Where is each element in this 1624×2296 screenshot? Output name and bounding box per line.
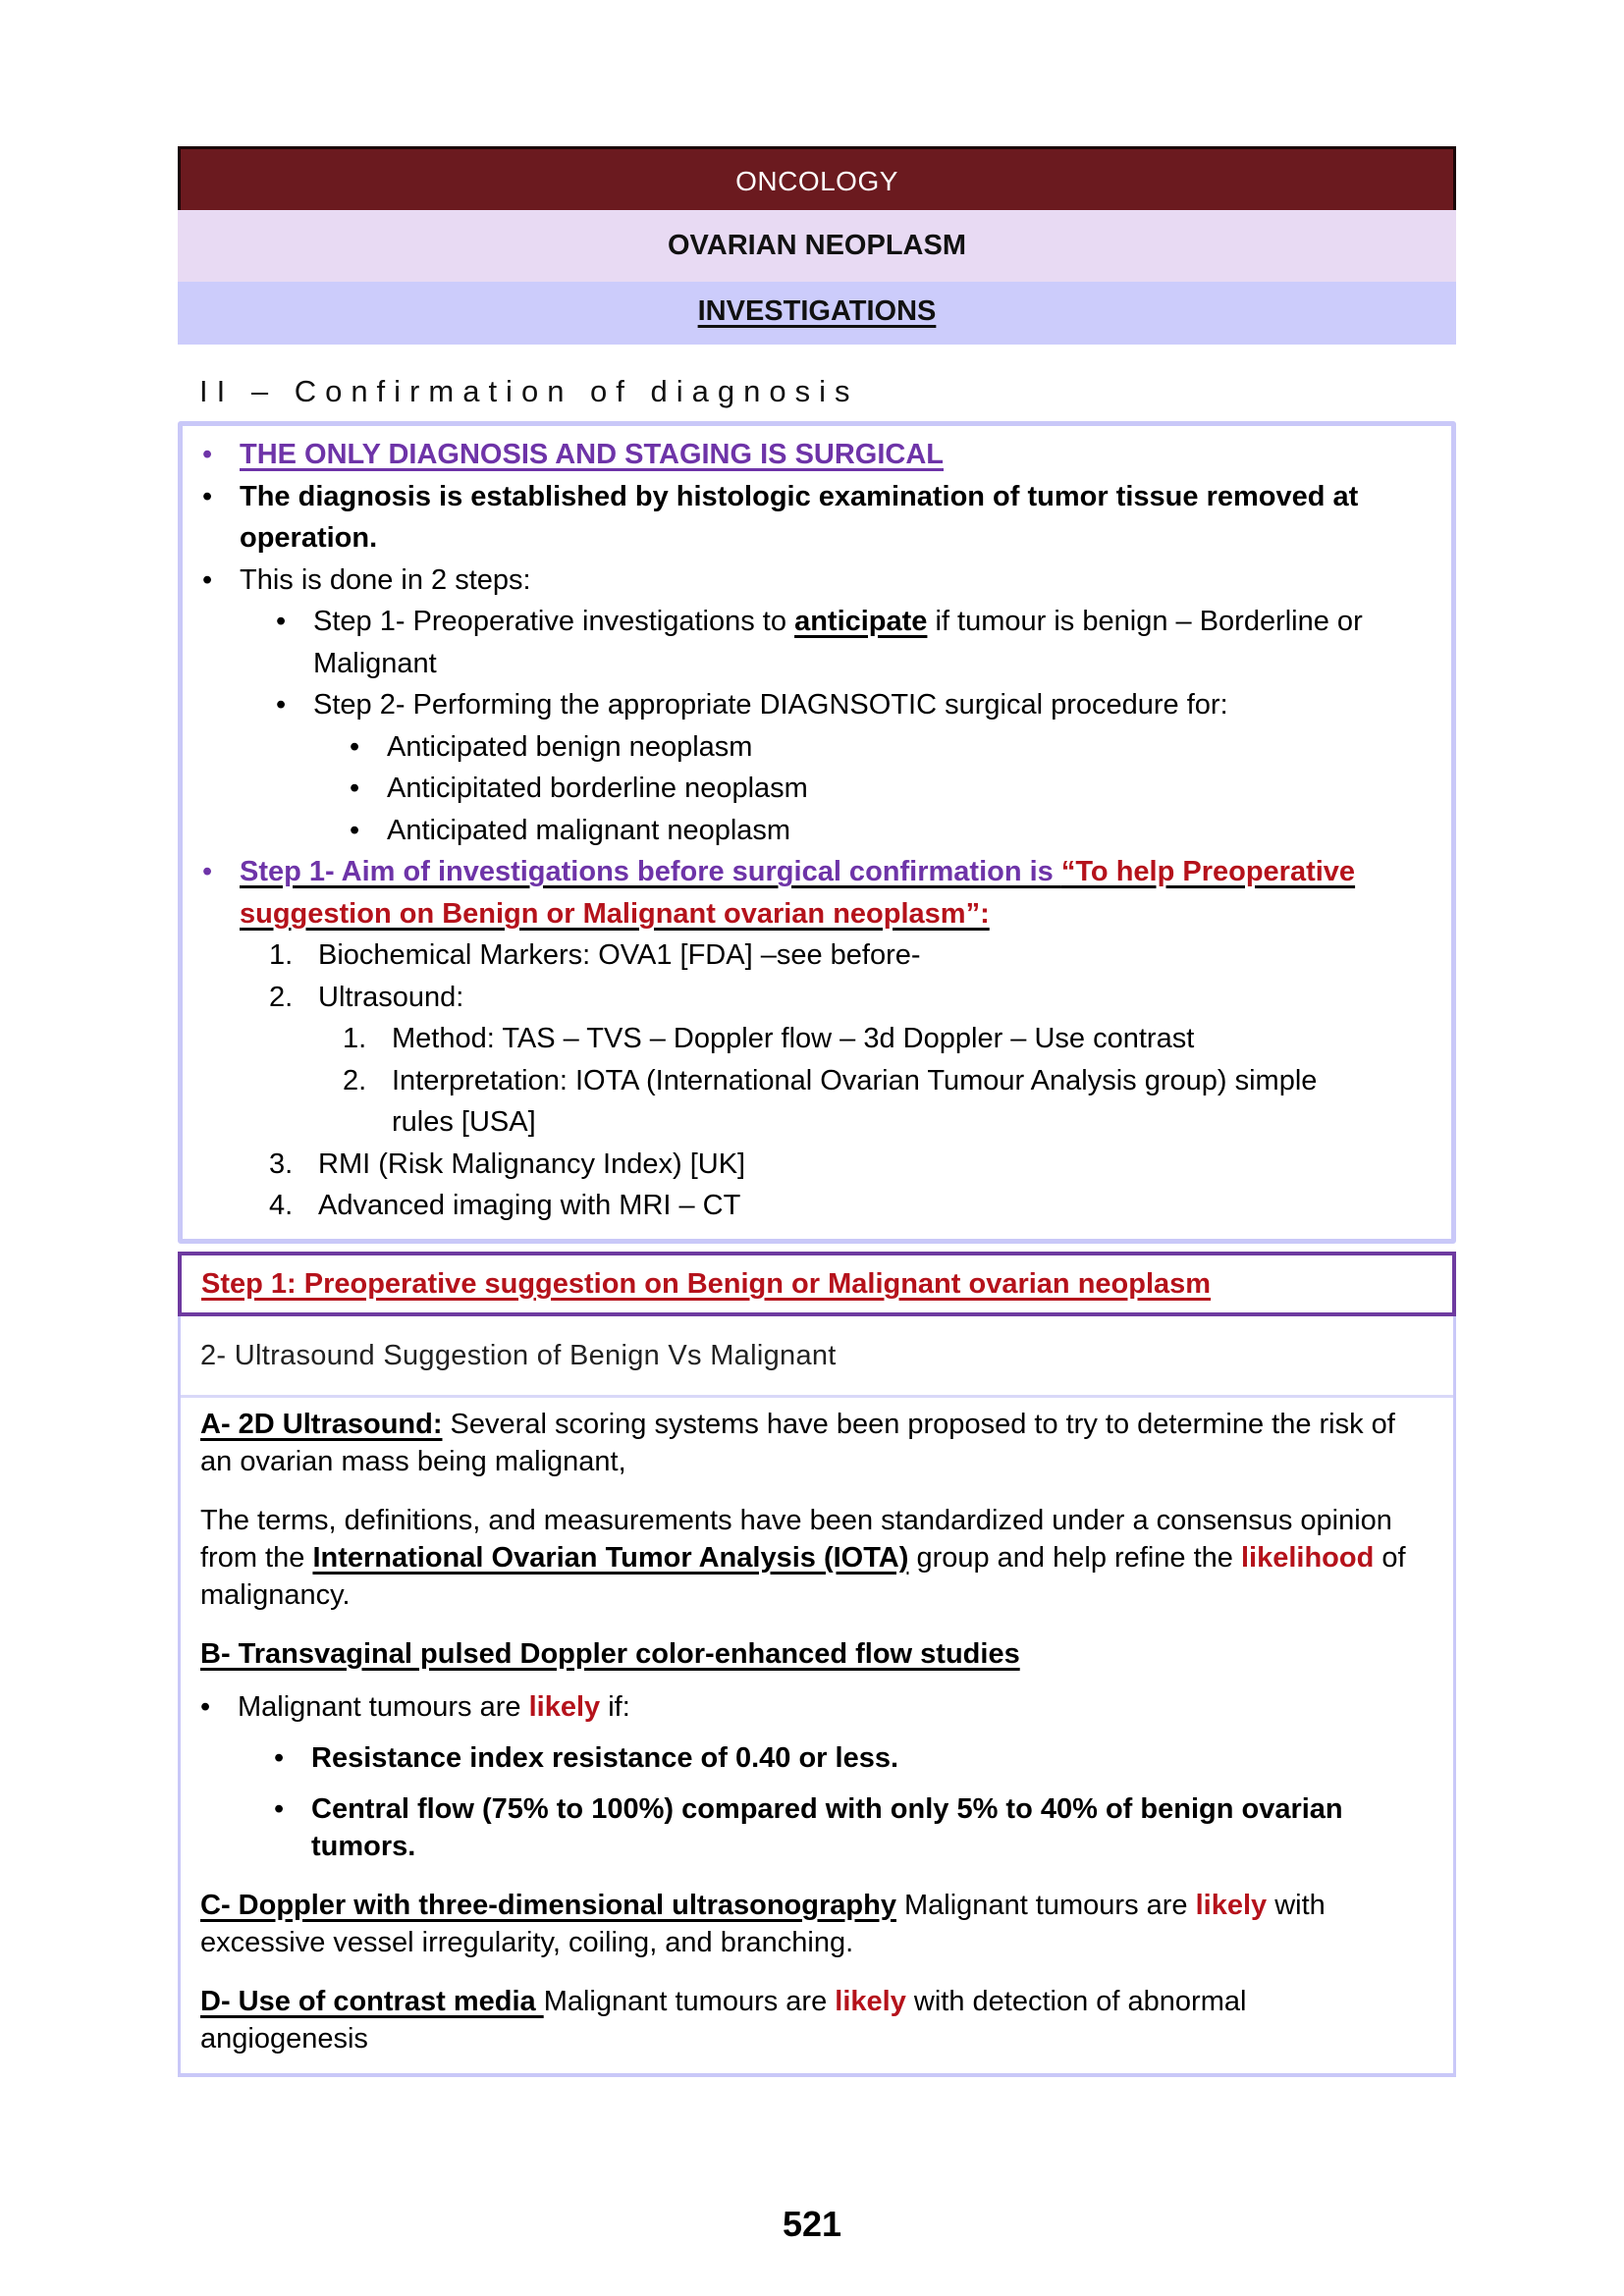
step1-header-box [178, 1252, 1456, 1316]
document-page [178, 146, 1456, 2077]
likelihood-emphasis: likelihood [1240, 1541, 1375, 1574]
steps-intro: This is done in 2 steps: [240, 563, 531, 596]
label-transvaginal-doppler: B- Transvaginal pulsed Doppler color-enhanced flow studies [200, 1637, 1020, 1670]
list-item [202, 684, 1432, 726]
bullet-icon: • [276, 689, 287, 721]
paragraph-doppler-heading [200, 1635, 1434, 1673]
bullet-icon: • [202, 480, 213, 512]
likely-emphasis: likely [528, 1690, 601, 1723]
subtopic-band [178, 282, 1456, 345]
list-item: • Central flow (75% to 100%) compared with only 5% to 40% of benign ovarian tumors. [200, 1790, 1434, 1865]
paragraph-contrast: D- Use of contrast media Malignant tumours are likely with detection of abnormal angiogenesis [200, 1985, 1247, 2055]
bullet-icon: • [276, 606, 287, 637]
step1-header-title: Step 1: Preoperative suggestion on Benign or Malignant ovarian neoplasm [201, 1267, 1212, 1300]
list-item: • Resistance index resistance of 0.40 or less. [200, 1739, 1434, 1777]
section-heading: II – Confirmation of diagnosis [199, 374, 859, 408]
bullet-icon: • [200, 1690, 211, 1723]
paragraph-2d-ultrasound: A- 2D Ultrasound: Several scoring systems have been proposed to try to determine the risk of an ovarian mass being malignant, [200, 1408, 1395, 1477]
bullet-icon: • [202, 439, 213, 470]
topic-title: OVARIAN NEOPLASM [668, 230, 966, 261]
bullet-icon: • [350, 773, 360, 804]
list-item [202, 476, 1432, 560]
numbered-item: 2. Interpretation: IOTA (International Ovarian Tumour Analysis group) simple rules [USA] [343, 1064, 1318, 1138]
page-number: 521 [782, 2204, 842, 2244]
numbered-item: 1. Biochemical Markers: OVA1 [FDA] –see before- [269, 939, 921, 971]
list-item [202, 560, 1432, 602]
bullet-icon: • [350, 814, 360, 846]
numbered-item: 2. Ultrasound: [269, 981, 464, 1013]
bullet-icon: • [202, 856, 213, 887]
likely-emphasis: likely [835, 1985, 906, 2017]
category-band [178, 146, 1456, 210]
ultrasound-body [181, 1398, 1453, 2073]
ultrasound-content-box [178, 1316, 1456, 2077]
label-2d-ultrasound: A- 2D Ultrasound: [200, 1408, 443, 1440]
bullet-icon: • [350, 730, 360, 763]
paragraph-3d-doppler: C- Doppler with three-dimensional ultrasonography Malignant tumours are likely with excessive vessel irregularity, coiling, and branching. [200, 1889, 1326, 1958]
label-contrast-media: D- Use of contrast media [200, 1985, 544, 2017]
surgical-statement: THE ONLY DIAGNOSIS AND STAGING IS SURGICAL [240, 439, 945, 470]
iota-name: International Ovarian Tumor Analysis (IOTA) [312, 1541, 909, 1574]
list-item: • Anticipated malignant neoplasm [202, 810, 1432, 852]
numbered-item: 3. RMI (Risk Malignancy Index) [UK] [269, 1148, 746, 1180]
bullet-icon: • [274, 1741, 285, 1774]
bullet-icon: • [202, 563, 213, 596]
diagnosis-box [178, 421, 1456, 1244]
list-item: • Anticipitated borderline neoplasm [202, 768, 1432, 810]
anticipate-emphasis: anticipate [794, 606, 928, 637]
label-3d-doppler: C- Doppler with three-dimensional ultrasonography [200, 1889, 896, 1921]
likely-emphasis: likely [1195, 1889, 1268, 1921]
numbered-item: 4. Advanced imaging with MRI – CT [269, 1190, 741, 1221]
step1-text: Step 1- Preoperative investigations to anticipate if tumour is benign – Borderline or Malignant [313, 606, 1363, 679]
ultrasound-subtitle: 2- Ultrasound Suggestion of Benign Vs Malignant [181, 1316, 1453, 1398]
list-item [202, 601, 1432, 684]
list-item [202, 851, 1432, 934]
doppler-list [200, 1688, 1434, 1865]
step2-text: Step 2- Performing the appropriate DIAGNSOTIC surgical procedure for: [313, 689, 1228, 721]
list-item: • Malignant tumours are likely if: [200, 1688, 1434, 1726]
topic-band [178, 210, 1456, 282]
list-item: • Anticipated benign neoplasm [202, 726, 1432, 769]
subtopic-title: INVESTIGATIONS [697, 295, 937, 327]
numbered-item: 1. Method: TAS – TVS – Doppler flow – 3d Doppler – Use contrast [343, 1023, 1195, 1054]
paragraph-iota: The terms, definitions, and measurements have been standardized under a consensus opinion from the International Ovarian Tumor Analysis (IOTA) group and help refine the likelihood of malignancy. [200, 1504, 1406, 1611]
bullet-icon: • [274, 1792, 285, 1825]
category-title: ONCOLOGY [735, 166, 898, 196]
diagnosis-statement: The diagnosis is established by histologic examination of tumor tissue removed at operation. [240, 480, 1359, 554]
aim-statement: Step 1- Aim of investigations before surgical confirmation is “To help Preoperative suggestion on Benign or Malignant ovarian neoplasm”: [240, 856, 1356, 930]
list-item [202, 434, 1432, 476]
